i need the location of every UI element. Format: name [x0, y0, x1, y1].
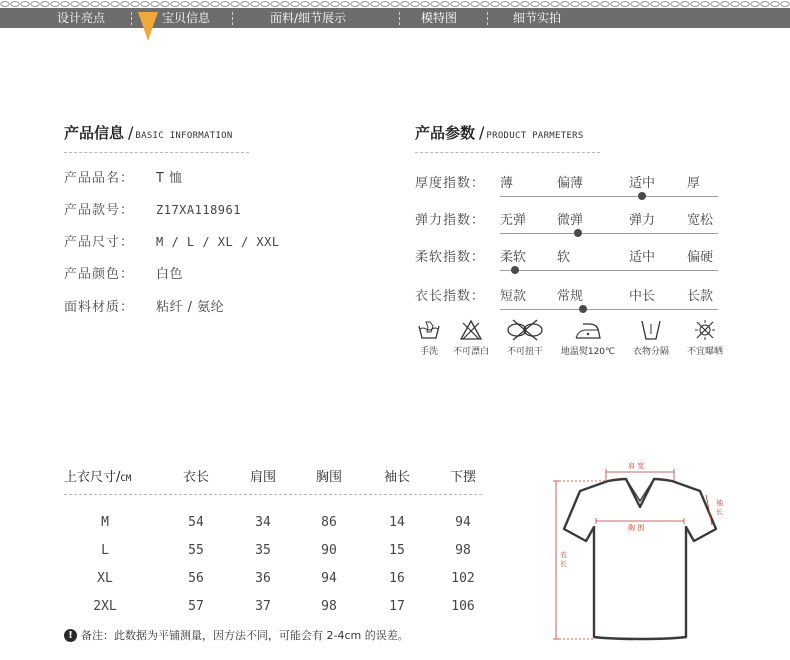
- info-row-color: [64, 263, 183, 281]
- no-wring-icon: [505, 318, 545, 342]
- product-params-divider: [415, 152, 600, 153]
- low-iron-icon: [573, 318, 603, 342]
- size-value: 86: [321, 515, 337, 530]
- param-option: 中长: [629, 289, 656, 304]
- param-indicator-dot: [638, 192, 646, 200]
- care-item-no-bleach: [446, 318, 496, 357]
- size-value: 94: [455, 515, 471, 530]
- param-row: [415, 285, 725, 315]
- param-option: 薄: [500, 176, 514, 191]
- info-label: 产品尺寸：: [64, 235, 135, 250]
- param-option: 常规: [557, 289, 584, 304]
- tshirt-outline-icon: [550, 455, 730, 655]
- param-label: 厚度指数：: [415, 176, 486, 191]
- top-nav: [0, 0, 790, 30]
- size-value: 90: [321, 543, 337, 558]
- size-value: 36: [255, 571, 271, 586]
- size-value: 106: [451, 599, 475, 614]
- no-bleach-icon: [458, 318, 484, 342]
- info-row-style-number: [64, 199, 241, 217]
- size-value: 102: [451, 571, 475, 586]
- nav-item-fabric-details[interactable]: 面料/细节展示: [270, 11, 347, 25]
- nav-item-detail-photos[interactable]: 细节实拍: [513, 11, 562, 25]
- param-option: 适中: [629, 250, 656, 265]
- info-label: 产品品名：: [64, 171, 135, 186]
- info-value: T 恤: [156, 171, 183, 186]
- size-label: XL: [97, 571, 113, 586]
- info-value: Z17XA118961: [156, 203, 241, 217]
- product-params-subtitle: PRODUCT PARMETERS: [486, 131, 584, 141]
- info-value: 粘纤 / 氨纶: [156, 300, 225, 315]
- nav-separator: [131, 12, 132, 25]
- body-length-label: 衣长: [560, 551, 567, 568]
- param-option: 偏硬: [687, 250, 714, 265]
- param-option: 柔软: [500, 250, 527, 265]
- separate-wash-icon: [638, 318, 664, 342]
- param-row: [415, 172, 725, 202]
- info-value: M / L / XL / XXL: [156, 235, 280, 249]
- nav-bar: [0, 8, 790, 28]
- nav-item-design-highlights[interactable]: 设计亮点: [57, 11, 106, 25]
- note-text: 备注：此数据为平铺测量，因方法不同，可能会有 2-4cm 的误差。: [81, 629, 409, 642]
- param-option: 软: [557, 250, 571, 265]
- size-value: 35: [255, 543, 271, 558]
- exclamation-icon: !: [64, 629, 77, 642]
- chest-label: 胸 围: [628, 524, 645, 532]
- care-item-low-iron: [555, 318, 621, 357]
- size-value: 37: [255, 599, 271, 614]
- care-item-no-wring: [500, 318, 550, 357]
- size-column-header: 肩围: [249, 470, 276, 485]
- info-row-sizes: [64, 231, 280, 249]
- size-column-header: 衣长: [182, 470, 209, 485]
- param-scale-line: [500, 309, 718, 310]
- care-label: 衣物分隔: [632, 347, 669, 357]
- product-params-title: 产品参数: [415, 124, 476, 142]
- shoulder-width-label: 肩 宽: [628, 462, 645, 470]
- size-column-header: 袖长: [383, 470, 410, 485]
- product-params-header: 产品参数 / PRODUCT PARMETERS: [415, 123, 584, 142]
- info-label: 产品颜色：: [64, 267, 135, 282]
- measurement-note: [64, 627, 409, 643]
- size-column-header: 下摆: [449, 470, 476, 485]
- param-option: 适中: [629, 176, 656, 191]
- param-label: 柔软指数：: [415, 250, 486, 265]
- param-option: 弹力: [629, 213, 656, 228]
- size-column-header: 胸围: [315, 470, 342, 485]
- param-option: 宽松: [687, 213, 714, 228]
- size-value: 57: [188, 599, 204, 614]
- size-value: 54: [188, 515, 204, 530]
- param-label: 衣长指数：: [415, 289, 486, 304]
- param-option: 偏薄: [557, 176, 584, 191]
- info-label: 产品款号：: [64, 203, 135, 218]
- size-table-title-text: 上衣尺寸: [64, 470, 117, 485]
- active-tab-pointer-icon: [137, 8, 159, 42]
- param-row: [415, 209, 725, 239]
- param-option: 厚: [687, 176, 701, 191]
- size-value: 56: [188, 571, 204, 586]
- sleeve-length-label: 袖长: [716, 499, 723, 516]
- size-table-unit: CM: [120, 474, 132, 484]
- size-value: 14: [389, 515, 405, 530]
- param-scale-line: [500, 196, 718, 197]
- nav-separator: [487, 12, 488, 25]
- info-row-material: [64, 296, 224, 314]
- care-item-separate-wash: [626, 318, 676, 357]
- param-option: 微弹: [557, 213, 584, 228]
- param-scale-line: [500, 270, 718, 271]
- size-value: 98: [455, 543, 471, 558]
- param-option: 无弹: [500, 213, 527, 228]
- care-label: 地温熨120℃: [560, 347, 616, 357]
- care-label: 不可漂白: [452, 347, 489, 357]
- param-option: 长款: [687, 289, 714, 304]
- size-value: 16: [389, 571, 405, 586]
- size-label: M: [101, 515, 109, 530]
- care-label: 手洗: [419, 347, 438, 357]
- param-label: 弹力指数：: [415, 213, 486, 228]
- nav-item-model-photos[interactable]: 模特图: [421, 11, 458, 25]
- info-value: 白色: [156, 267, 184, 282]
- param-option: 短款: [500, 289, 527, 304]
- size-value: 34: [255, 515, 271, 530]
- param-scale-line: [500, 233, 718, 234]
- size-value: 17: [389, 599, 405, 614]
- care-label: 不可扭干: [506, 347, 543, 357]
- param-row: [415, 246, 725, 276]
- size-value: 98: [321, 599, 337, 614]
- care-item-hand-wash: [416, 318, 442, 357]
- no-sun-dry-icon: [692, 318, 718, 342]
- info-label: 面料材质：: [64, 300, 135, 315]
- size-value: 15: [389, 543, 405, 558]
- product-info-subtitle: BASIC INFORMATION: [135, 131, 233, 141]
- size-label: L: [101, 543, 109, 558]
- param-indicator-dot: [574, 229, 582, 237]
- param-indicator-dot: [511, 266, 519, 274]
- size-diagram: [550, 455, 730, 655]
- param-indicator-dot: [579, 305, 587, 313]
- hand-wash-icon: [416, 318, 442, 342]
- size-value: 94: [321, 571, 337, 586]
- size-label: 2XL: [93, 599, 117, 614]
- nav-separator: [232, 12, 233, 25]
- size-value: 55: [188, 543, 204, 558]
- product-info-title: 产品信息: [64, 124, 125, 142]
- care-item-no-sun-dry: [680, 318, 730, 357]
- product-info-header: 产品信息 / BASIC INFORMATION: [64, 123, 233, 142]
- product-info-divider: [64, 152, 249, 153]
- info-row-name: [64, 167, 183, 185]
- nav-item-product-info[interactable]: 宝贝信息: [162, 11, 211, 25]
- size-table-divider: [64, 494, 482, 495]
- care-label: 不宜曝晒: [686, 347, 723, 357]
- size-table-title: 上衣尺寸/CM: [64, 470, 132, 485]
- decorative-chain-border: [0, 0, 790, 8]
- nav-separator: [399, 12, 400, 25]
